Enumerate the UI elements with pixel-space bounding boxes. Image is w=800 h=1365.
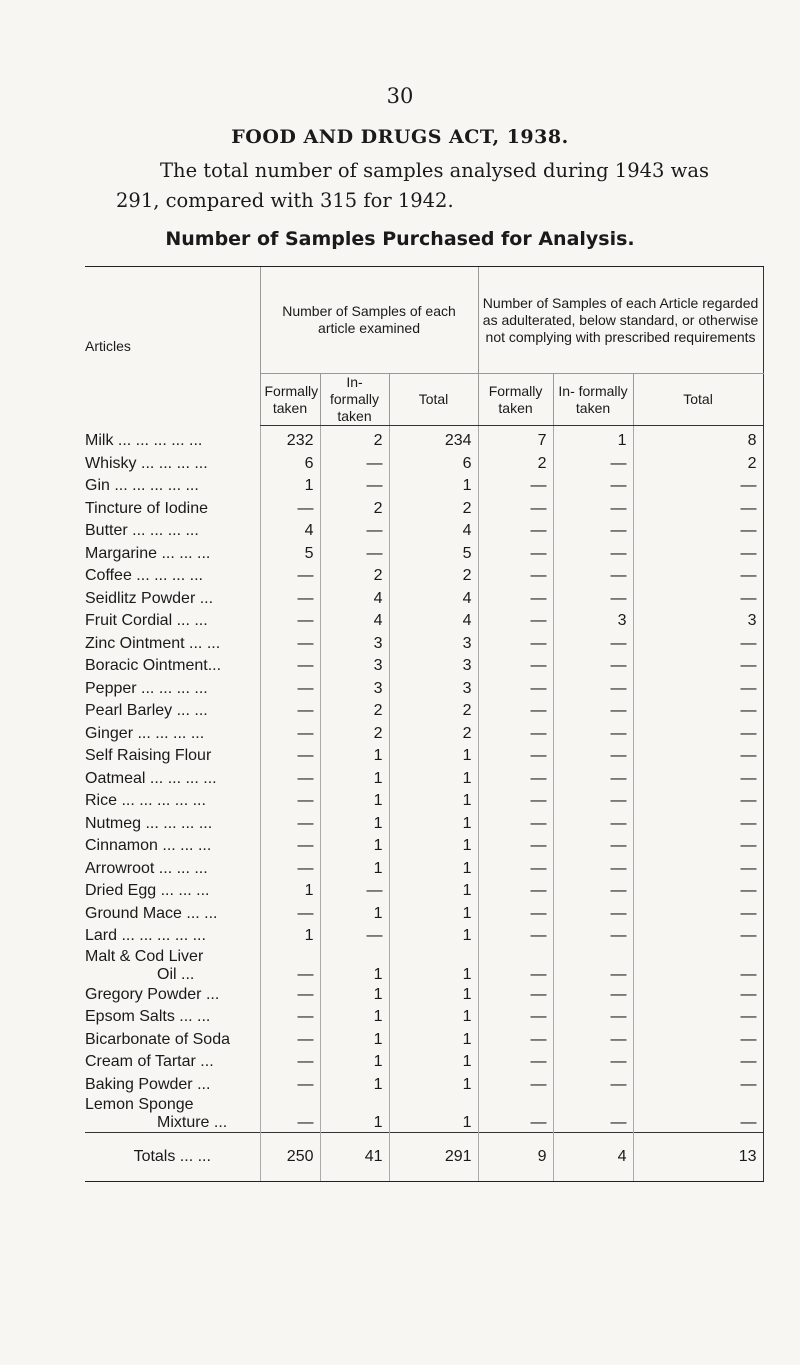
informally-cell: 2 <box>320 723 389 746</box>
total-cell: 3 <box>389 678 478 701</box>
adulterated-informally-cell: — <box>553 813 633 836</box>
formally-cell: 250 <box>260 1133 320 1182</box>
page-title: FOOD AND DRUGS ACT, 1938. <box>231 126 569 148</box>
total-cell: 1 <box>389 790 478 813</box>
formally-cell: — <box>260 813 320 836</box>
article-name: Self Raising Flour <box>85 747 212 765</box>
table-row <box>85 835 763 858</box>
table-row <box>85 1006 763 1029</box>
total-cell: 1 <box>389 835 478 858</box>
formally-cell: — <box>260 1074 320 1097</box>
adulterated-formally-cell: — <box>478 1074 553 1097</box>
adulterated-formally-cell: — <box>478 835 553 858</box>
table-row <box>85 948 763 984</box>
adulterated-informally-cell: — <box>553 498 633 521</box>
article-name: Gin ... ... ... ... ... <box>85 477 199 495</box>
article-name-line: Malt & Cod Liver <box>85 947 204 965</box>
table-row <box>85 1029 763 1052</box>
total-cell: 1 <box>389 1074 478 1097</box>
adulterated-formally-cell: — <box>478 903 553 926</box>
informally-cell: 3 <box>320 633 389 656</box>
article-name: Baking Powder ... <box>85 1075 211 1093</box>
adulterated-formally-cell: — <box>478 745 553 768</box>
total-cell: 234 <box>389 426 478 453</box>
article-name: Tincture of Iodine <box>85 499 209 517</box>
intro-paragraph: The total number of samples analysed during 1943 was 291, compared with 315 for 1942. <box>116 159 709 212</box>
formally-cell: — <box>260 498 320 521</box>
article-name: Coffee ... ... ... ... <box>85 567 203 585</box>
informally-cell: 1 <box>320 1029 389 1052</box>
formally-cell: — <box>260 588 320 611</box>
formally-cell: — <box>260 948 320 984</box>
table-row <box>85 678 763 701</box>
adulterated-informally-cell: — <box>553 1096 633 1133</box>
adulterated-total-cell: — <box>633 745 763 768</box>
article-name: Seidlitz Powder ... <box>85 589 214 607</box>
total-cell: 291 <box>389 1133 478 1182</box>
adulterated-total-cell: 8 <box>633 426 763 453</box>
informally-cell: 2 <box>320 426 389 453</box>
adulterated-informally-cell: — <box>553 1051 633 1074</box>
adulterated-total-cell: — <box>633 813 763 836</box>
formally-cell: — <box>260 1029 320 1052</box>
adulterated-formally-cell: — <box>478 588 553 611</box>
adulterated-formally-cell: 7 <box>478 426 553 453</box>
adulterated-total-cell: — <box>633 1006 763 1029</box>
adulterated-formally-cell: — <box>478 655 553 678</box>
informally-cell: 1 <box>320 835 389 858</box>
formally-cell: — <box>260 1006 320 1029</box>
formally-cell: — <box>260 610 320 633</box>
article-name: Oatmeal ... ... ... ... <box>85 769 217 787</box>
adulterated-formally-cell: — <box>478 984 553 1007</box>
total-cell: 1 <box>389 813 478 836</box>
adulterated-informally-cell: — <box>553 655 633 678</box>
col-header-adulterated-informally: In- formally taken <box>553 374 633 426</box>
total-cell: 2 <box>389 700 478 723</box>
informally-cell: — <box>320 475 389 498</box>
col-group-examined: Number of Samples of each article examined <box>260 267 478 374</box>
total-cell: 4 <box>389 520 478 543</box>
article-name: Bicarbonate of Soda <box>85 1030 230 1048</box>
adulterated-informally-cell: — <box>553 565 633 588</box>
total-cell: 1 <box>389 1096 478 1133</box>
adulterated-total-cell: — <box>633 768 763 791</box>
adulterated-informally-cell: — <box>553 984 633 1007</box>
table-title: Number of Samples Purchased for Analysis. <box>165 228 635 250</box>
table-row <box>85 925 763 948</box>
article-name: Rice ... ... ... ... ... <box>85 792 206 810</box>
formally-cell: 5 <box>260 543 320 566</box>
adulterated-informally-cell: 4 <box>553 1133 633 1182</box>
table-row <box>85 700 763 723</box>
adulterated-total-cell: — <box>633 925 763 948</box>
adulterated-total-cell: — <box>633 723 763 746</box>
informally-cell: — <box>320 453 389 476</box>
adulterated-formally-cell: — <box>478 678 553 701</box>
adulterated-total-cell: — <box>633 1051 763 1074</box>
adulterated-formally-cell: — <box>478 1029 553 1052</box>
adulterated-formally-cell: — <box>478 813 553 836</box>
adulterated-total-cell: — <box>633 655 763 678</box>
informally-cell: 1 <box>320 1006 389 1029</box>
adulterated-informally-cell: — <box>553 633 633 656</box>
informally-cell: 1 <box>320 745 389 768</box>
table-row <box>85 498 763 521</box>
informally-cell: — <box>320 543 389 566</box>
formally-cell: — <box>260 633 320 656</box>
col-header-adulterated-total: Total <box>633 374 763 426</box>
adulterated-informally-cell: 3 <box>553 610 633 633</box>
total-cell: 5 <box>389 543 478 566</box>
adulterated-formally-cell: — <box>478 633 553 656</box>
article-name: Cream of Tartar ... <box>85 1053 214 1071</box>
article-name: Pepper ... ... ... ... <box>85 679 208 697</box>
article-name: Cinnamon ... ... ... <box>85 837 212 855</box>
formally-cell: — <box>260 790 320 813</box>
adulterated-total-cell: 2 <box>633 453 763 476</box>
adulterated-total-cell: 3 <box>633 610 763 633</box>
adulterated-informally-cell: — <box>553 903 633 926</box>
adulterated-informally-cell: — <box>553 880 633 903</box>
article-name: Nutmeg ... ... ... ... <box>85 814 213 832</box>
formally-cell: — <box>260 678 320 701</box>
article-name: Dried Egg ... ... ... <box>85 882 210 900</box>
adulterated-total-cell: — <box>633 903 763 926</box>
formally-cell: — <box>260 745 320 768</box>
adulterated-total-cell: — <box>633 858 763 881</box>
table-row <box>85 858 763 881</box>
formally-cell: — <box>260 1051 320 1074</box>
col-header-adulterated-formally: Formally taken <box>478 374 553 426</box>
adulterated-total-cell: — <box>633 498 763 521</box>
adulterated-total-cell: 13 <box>633 1133 763 1182</box>
article-name-line: Lemon Sponge <box>85 1096 194 1113</box>
total-cell: 1 <box>389 925 478 948</box>
total-cell: 1 <box>389 1029 478 1052</box>
article-name: Pearl Barley ... ... <box>85 702 208 720</box>
formally-cell: — <box>260 700 320 723</box>
formally-cell: 232 <box>260 426 320 453</box>
informally-cell: 4 <box>320 610 389 633</box>
formally-cell: — <box>260 984 320 1007</box>
total-cell: 1 <box>389 948 478 984</box>
total-cell: 1 <box>389 903 478 926</box>
informally-cell: 41 <box>320 1133 389 1182</box>
total-cell: 1 <box>389 745 478 768</box>
total-cell: 3 <box>389 633 478 656</box>
adulterated-informally-cell: — <box>553 1006 633 1029</box>
adulterated-informally-cell: — <box>553 1029 633 1052</box>
article-name: Lard ... ... ... ... ... <box>85 927 206 945</box>
adulterated-formally-cell: — <box>478 1096 553 1133</box>
informally-cell: 1 <box>320 1051 389 1074</box>
totals-label: Totals ... ... <box>85 1133 260 1182</box>
adulterated-formally-cell: — <box>478 565 553 588</box>
adulterated-total-cell: — <box>633 543 763 566</box>
article-name: Butter ... ... ... ... <box>85 522 199 540</box>
informally-cell: 1 <box>320 948 389 984</box>
informally-cell: 3 <box>320 655 389 678</box>
total-cell: 1 <box>389 768 478 791</box>
adulterated-informally-cell: — <box>553 925 633 948</box>
table-row <box>85 543 763 566</box>
table-row <box>85 426 763 453</box>
formally-cell: 6 <box>260 453 320 476</box>
total-cell: 2 <box>389 565 478 588</box>
adulterated-informally-cell: — <box>553 475 633 498</box>
article-name-continuation: Mixture ... <box>157 1114 228 1131</box>
table-row <box>85 475 763 498</box>
adulterated-total-cell: — <box>633 1029 763 1052</box>
adulterated-formally-cell: — <box>478 520 553 543</box>
formally-cell: 1 <box>260 475 320 498</box>
adulterated-formally-cell: — <box>478 475 553 498</box>
adulterated-total-cell: — <box>633 475 763 498</box>
informally-cell: 2 <box>320 565 389 588</box>
adulterated-informally-cell: — <box>553 453 633 476</box>
adulterated-informally-cell: 1 <box>553 426 633 453</box>
informally-cell: 1 <box>320 790 389 813</box>
formally-cell: — <box>260 903 320 926</box>
formally-cell: — <box>260 768 320 791</box>
informally-cell: 1 <box>320 903 389 926</box>
table-row <box>85 903 763 926</box>
table-row <box>85 588 763 611</box>
formally-cell: 1 <box>260 880 320 903</box>
adulterated-informally-cell: — <box>553 835 633 858</box>
total-cell: 1 <box>389 475 478 498</box>
adulterated-formally-cell: — <box>478 790 553 813</box>
informally-cell: — <box>320 925 389 948</box>
table-row <box>85 520 763 543</box>
informally-cell: 1 <box>320 813 389 836</box>
informally-cell: 1 <box>320 1096 389 1133</box>
formally-cell: — <box>260 1096 320 1133</box>
article-name: Ground Mace ... ... <box>85 904 218 922</box>
table-row <box>85 655 763 678</box>
table-row <box>85 768 763 791</box>
article-name <box>85 948 260 984</box>
totals-row <box>85 1133 763 1182</box>
informally-cell: 1 <box>320 1074 389 1097</box>
informally-cell: 4 <box>320 588 389 611</box>
adulterated-total-cell: — <box>633 1074 763 1097</box>
article-name <box>85 1096 260 1133</box>
informally-cell: 3 <box>320 678 389 701</box>
informally-cell: 1 <box>320 768 389 791</box>
table-row <box>85 984 763 1007</box>
total-cell: 2 <box>389 498 478 521</box>
adulterated-formally-cell: — <box>478 498 553 521</box>
informally-cell: — <box>320 880 389 903</box>
total-cell: 1 <box>389 858 478 881</box>
adulterated-total-cell: — <box>633 835 763 858</box>
informally-cell: 2 <box>320 700 389 723</box>
article-name: Epsom Salts ... ... <box>85 1008 211 1026</box>
table-row <box>85 790 763 813</box>
table-row <box>85 453 763 476</box>
adulterated-informally-cell: — <box>553 678 633 701</box>
adulterated-informally-cell: — <box>553 520 633 543</box>
article-name: Ginger ... ... ... ... <box>85 724 205 742</box>
adulterated-total-cell: — <box>633 700 763 723</box>
table-row <box>85 745 763 768</box>
col-header-total: Total <box>389 374 478 426</box>
adulterated-formally-cell: — <box>478 880 553 903</box>
adulterated-formally-cell: — <box>478 1006 553 1029</box>
table-row <box>85 633 763 656</box>
formally-cell: — <box>260 835 320 858</box>
informally-cell: 1 <box>320 984 389 1007</box>
adulterated-informally-cell: — <box>553 790 633 813</box>
adulterated-formally-cell: — <box>478 543 553 566</box>
table-row <box>85 1096 763 1133</box>
adulterated-total-cell: — <box>633 588 763 611</box>
adulterated-total-cell: — <box>633 880 763 903</box>
adulterated-formally-cell: — <box>478 925 553 948</box>
table-row <box>85 723 763 746</box>
table-row <box>85 1074 763 1097</box>
adulterated-total-cell: — <box>633 565 763 588</box>
informally-cell: — <box>320 520 389 543</box>
formally-cell: 1 <box>260 925 320 948</box>
total-cell: 1 <box>389 880 478 903</box>
total-cell: 6 <box>389 453 478 476</box>
adulterated-formally-cell: 9 <box>478 1133 553 1182</box>
page-number: 30 <box>386 84 414 108</box>
total-cell: 1 <box>389 984 478 1007</box>
total-cell: 4 <box>389 588 478 611</box>
adulterated-informally-cell: — <box>553 588 633 611</box>
adulterated-informally-cell: — <box>553 1074 633 1097</box>
table-row <box>85 565 763 588</box>
article-name: Margarine ... ... ... <box>85 544 211 562</box>
adulterated-formally-cell: — <box>478 1051 553 1074</box>
formally-cell: — <box>260 858 320 881</box>
col-header-informally: In- formally taken <box>320 374 389 426</box>
adulterated-informally-cell: — <box>553 858 633 881</box>
samples-table <box>85 266 764 1182</box>
adulterated-total-cell: — <box>633 678 763 701</box>
total-cell: 1 <box>389 1006 478 1029</box>
article-name: Fruit Cordial ... ... <box>85 612 208 630</box>
adulterated-informally-cell: — <box>553 768 633 791</box>
adulterated-formally-cell: — <box>478 700 553 723</box>
adulterated-formally-cell: — <box>478 610 553 633</box>
adulterated-formally-cell: — <box>478 723 553 746</box>
total-cell: 2 <box>389 723 478 746</box>
article-name: Zinc Ointment ... ... <box>85 634 221 652</box>
col-header-formally: Formally taken <box>260 374 320 426</box>
total-cell: 4 <box>389 610 478 633</box>
article-name: Whisky ... ... ... ... <box>85 454 208 472</box>
formally-cell: — <box>260 565 320 588</box>
total-cell: 1 <box>389 1051 478 1074</box>
adulterated-informally-cell: — <box>553 745 633 768</box>
formally-cell: 4 <box>260 520 320 543</box>
adulterated-informally-cell: — <box>553 700 633 723</box>
adulterated-formally-cell: 2 <box>478 453 553 476</box>
formally-cell: — <box>260 655 320 678</box>
adulterated-total-cell: — <box>633 633 763 656</box>
adulterated-formally-cell: — <box>478 858 553 881</box>
table-row <box>85 813 763 836</box>
adulterated-total-cell: — <box>633 948 763 984</box>
article-name: Arrowroot ... ... ... <box>85 859 208 877</box>
adulterated-total-cell: — <box>633 790 763 813</box>
article-name: Gregory Powder ... <box>85 985 220 1003</box>
article-name-continuation: Oil ... <box>157 965 195 983</box>
adulterated-informally-cell: — <box>553 543 633 566</box>
table-row <box>85 610 763 633</box>
table-row <box>85 880 763 903</box>
col-header-articles: Articles <box>85 267 260 426</box>
adulterated-total-cell: — <box>633 1096 763 1133</box>
table-row <box>85 1051 763 1074</box>
adulterated-total-cell: — <box>633 520 763 543</box>
article-name: Boracic Ointment... <box>85 657 222 675</box>
adulterated-formally-cell: — <box>478 948 553 984</box>
adulterated-informally-cell: — <box>553 723 633 746</box>
article-name: Milk ... ... ... ... ... <box>85 432 203 449</box>
table-body <box>85 426 763 1182</box>
informally-cell: 2 <box>320 498 389 521</box>
informally-cell: 1 <box>320 858 389 881</box>
adulterated-formally-cell: — <box>478 768 553 791</box>
col-group-adulterated: Number of Samples of each Article regarded as adulterated, below standard, or otherwise not complying with prescribed requirements <box>478 267 763 374</box>
formally-cell: — <box>260 723 320 746</box>
adulterated-total-cell: — <box>633 984 763 1007</box>
adulterated-informally-cell: — <box>553 948 633 984</box>
total-cell: 3 <box>389 655 478 678</box>
